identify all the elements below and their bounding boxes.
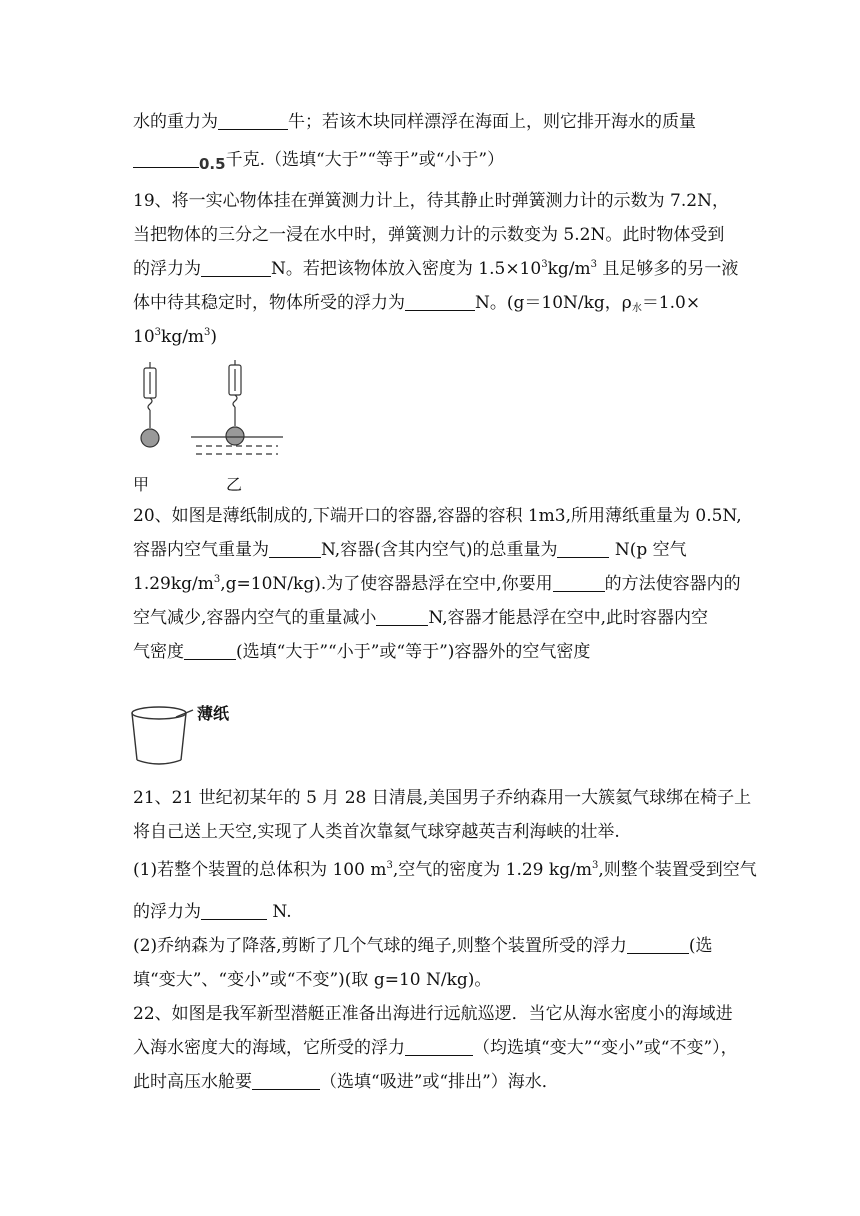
- q21-line-3: (1)若整个装置的总体积为 100 $m^3$,空气的密度为 1.29 $kg/m^3$,则整个装置受到空气: [133, 860, 757, 880]
- q21-line-1: 21、21 世纪初某年的 5 月 28 日清晨,美国男子乔纳森用一大簇氦气球绑在椅子上: [133, 788, 752, 808]
- answer-blank[interactable]: [557, 539, 609, 558]
- q21-line-6: 填“变大”、“变小”或“不变”)(取 g=10 N/kg)。: [133, 970, 492, 990]
- q20-line-5: 气密度 (选填“大于”“小于”或“等于”)容器外的空气密度: [133, 642, 591, 662]
- q20-line-2: 容器内空气重量为 N,容器(含其内空气)的总重量为 N(p 空气: [133, 540, 687, 560]
- q20-line-4: 空气减少,容器内空气的重量减小 N,容器才能悬浮在空中,此时容器内空: [133, 608, 709, 628]
- answer-blank[interactable]: [405, 292, 475, 311]
- answer-blank[interactable]: [133, 149, 199, 168]
- answer-blank[interactable]: [269, 539, 321, 558]
- q19-line-4: 体中待其稳定时，物体所受的浮力为 N。(g＝10N/kg，$\rho_水=1.0\times$: [133, 293, 701, 314]
- answer-blank[interactable]: [252, 1071, 320, 1090]
- q18-line-1: 水的重力为 牛；若该木块同样漂浮在海面上，则它排开海水的质量: [133, 112, 696, 132]
- answer-blank[interactable]: [376, 607, 428, 626]
- q21-line-2: 将自己送上天空,实现了人类首次靠氦气球穿越英吉利海峡的壮举.: [133, 822, 620, 842]
- q22-line-3: 此时高压水舱要 （选填“吸进”或“排出”）海水．: [133, 1072, 559, 1092]
- answer-blank[interactable]: [218, 111, 288, 130]
- q20-line-1: 20、如图是薄纸制成的,下端开口的容器,容器的容积 1m3,所用薄纸重量为 0.5N,: [133, 506, 742, 526]
- spring-scale-b: [191, 360, 283, 454]
- q19-line-3: 的浮力为 N。若把该物体放入密度为 $1.5\times 10^3kg/m^3$ 且足够多的另一液: [133, 259, 739, 279]
- q20-line-3: $1.29kg/m^3,g=10N/kg$).为了使容器悬浮在空中,你要用 的方法使容器内的: [133, 574, 741, 594]
- answer-stamp: 0.5: [199, 155, 226, 173]
- figure-label-paper: 薄纸: [197, 704, 230, 723]
- answer-blank[interactable]: [627, 935, 689, 954]
- answer-blank[interactable]: [184, 641, 236, 660]
- q19-line-1: 19、将一实心物体挂在弹簧测力计上，待其静止时弹簧测力计的示数为 7.2N，: [133, 191, 729, 211]
- q21-line-4: 的浮力为 N.: [133, 902, 292, 922]
- paper-container-figure: [129, 700, 249, 770]
- q22-line-1: 22、如图是我军新型潜艇正准备出海进行远航巡逻．当它从海水密度小的海域进: [133, 1004, 733, 1024]
- q21-line-5: (2)乔纳森为了降落,剪断了几个气球的绳子,则整个装置所受的浮力 (选: [133, 936, 713, 956]
- answer-blank[interactable]: [553, 573, 605, 592]
- q18-line-2: 0.5千克.（选填“大于”“等于”或“小于”）: [133, 148, 504, 176]
- answer-blank[interactable]: [405, 1037, 473, 1056]
- q19-line-2: 当把物体的三分之一浸在水中时，弹簧测力计的示数变为 5.2N。此时物体受到: [133, 225, 725, 245]
- spring-scale-a: [141, 362, 159, 447]
- q19-line-5: $10^3kg/m^3$): [133, 327, 218, 347]
- q22-line-2: 入海水密度大的海域，它所受的浮力 （均选填“变大”“变小”或“不变”），: [133, 1038, 738, 1058]
- figure-label-a: 甲: [133, 475, 150, 494]
- spring-scale-figure: [128, 360, 288, 465]
- answer-blank[interactable]: [201, 901, 267, 920]
- answer-blank[interactable]: [201, 258, 271, 277]
- figure-label-b: 乙: [226, 475, 243, 494]
